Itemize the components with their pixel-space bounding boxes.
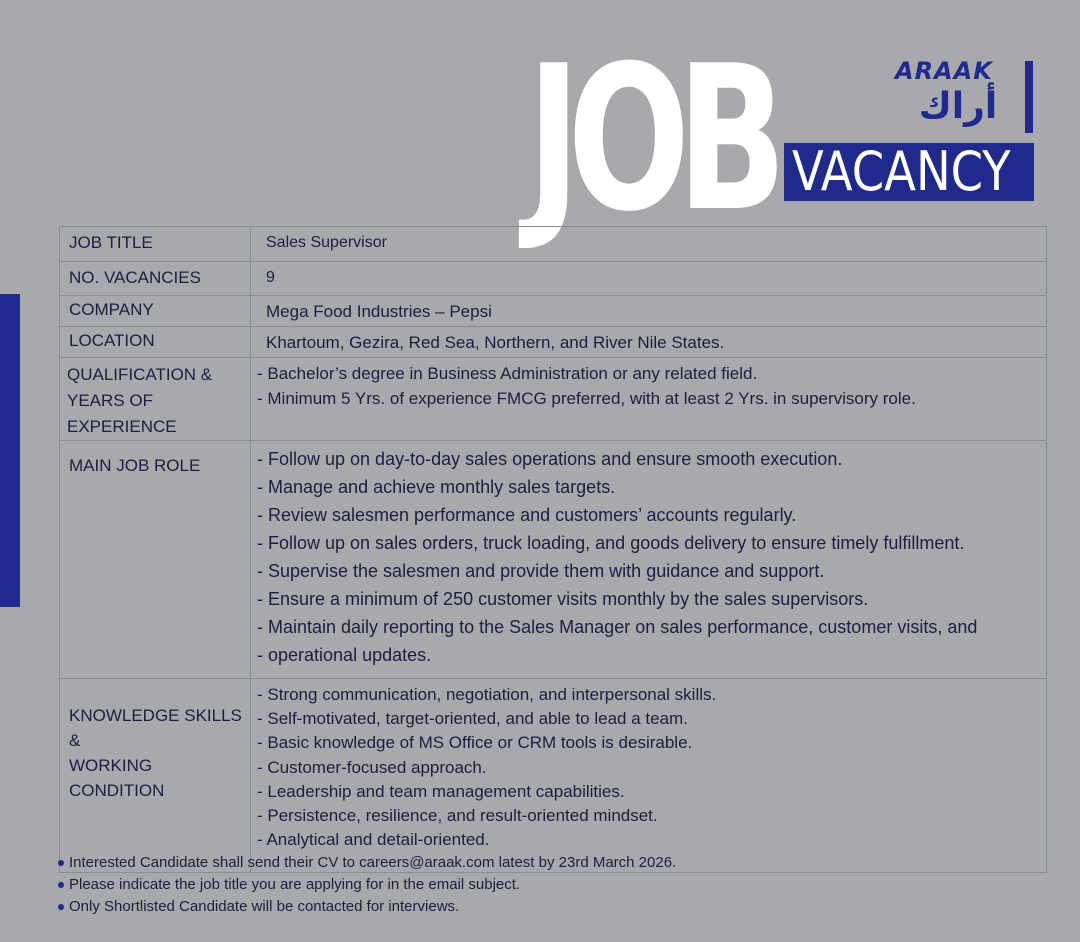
logo-bar: [1025, 61, 1033, 133]
list-item: - Minimum 5 Yrs. of experience FMCG preferred, with at least 2 Yrs. in supervisory role.: [257, 389, 916, 408]
araak-logo: [893, 57, 1035, 135]
list-item: - Analytical and detail-oriented.: [257, 830, 490, 850]
label-qualification: [60, 358, 251, 441]
bullet-dot-icon: [58, 882, 64, 888]
headline-job: JOB: [527, 23, 774, 256]
value-qualification: [251, 358, 1047, 441]
bullet-dot-icon: [58, 904, 64, 910]
label-location: LOCATION: [60, 327, 251, 358]
label-job-title: JOB TITLE: [60, 227, 251, 262]
note-item: [56, 852, 676, 874]
row-company: [60, 296, 1047, 327]
logo-latin-text: ARAAK: [895, 57, 993, 85]
list-item: - Supervise the salesmen and provide them with guidance and support.: [257, 561, 825, 581]
label-qualification-line1: QUALIFICATION &: [67, 365, 213, 384]
vacancy-banner: [784, 140, 1034, 203]
note-text: Interested Candidate shall send their CV to careers@araak.com latest by 23rd March 2026.: [69, 854, 677, 871]
left-accent-bar: [0, 294, 20, 607]
headline-vacancy: VACANCY: [792, 140, 1011, 203]
row-job-title: [60, 227, 1047, 262]
list-item: - Strong communication, negotiation, and interpersonal skills.: [257, 685, 717, 704]
application-notes: [56, 852, 676, 918]
main-role-list: [257, 445, 1046, 669]
list-item: - Follow up on sales orders, truck loading, and goods delivery to ensure timely fulfillment.: [257, 533, 965, 553]
label-main-role: MAIN JOB ROLE: [60, 441, 251, 679]
value-company: Mega Food Industries – Pepsi: [251, 296, 1047, 327]
note-text: Only Shortlisted Candidate will be contacted for interviews.: [69, 898, 460, 915]
value-vacancies: 9: [251, 262, 1047, 296]
bullet-dot-icon: [58, 860, 64, 866]
logo-arabic-text: أراك: [918, 86, 998, 127]
list-item: - Manage and achieve monthly sales targets.: [257, 477, 616, 497]
note-item: [56, 874, 676, 896]
list-item: - Ensure a minimum of 250 customer visits monthly by the sales supervisors.: [257, 589, 869, 609]
note-item: [56, 896, 676, 918]
row-main-role: [60, 441, 1047, 679]
list-item: - Persistence, resilience, and result-oriented mindset.: [257, 806, 658, 826]
value-job-title: Sales Supervisor: [251, 227, 1047, 262]
list-item: - operational updates.: [257, 645, 432, 665]
label-vacancies: NO. VACANCIES: [60, 262, 251, 296]
list-item: - Review salesmen performance and customers’ accounts regularly.: [257, 505, 797, 525]
row-skills: [60, 679, 1047, 873]
label-qualification-line2: YEARS OF EXPERIENCE: [67, 391, 177, 436]
note-text: Please indicate the job title you are applying for in the email subject.: [69, 876, 521, 893]
label-company: COMPANY: [60, 296, 251, 327]
label-skills-line2: WORKING CONDITION: [69, 756, 165, 800]
row-vacancies: [60, 262, 1047, 296]
job-details-table: [59, 226, 1047, 873]
list-item: - Bachelor’s degree in Business Administration or any related field.: [257, 364, 758, 383]
list-item: - Customer-focused approach.: [257, 757, 487, 777]
label-skills: [60, 679, 251, 873]
list-item: - Leadership and team management capabilities.: [257, 781, 625, 801]
list-item: - Self-motivated, target-oriented, and able to lead a team.: [257, 709, 688, 729]
list-item: - Maintain daily reporting to the Sales Manager on sales performance, customer visits, and: [257, 617, 978, 637]
value-skills: [251, 679, 1047, 873]
value-location: Khartoum, Gezira, Red Sea, Northern, and River Nile States.: [251, 327, 1047, 358]
value-main-role: [251, 441, 1047, 679]
list-item: - Basic knowledge of MS Office or CRM tools is desirable.: [257, 733, 693, 753]
list-item: - Follow up on day-to-day sales operations and ensure smooth execution.: [257, 449, 843, 469]
row-qualification: [60, 358, 1047, 441]
skills-list: [257, 683, 1046, 852]
label-skills-line1: KNOWLEDGE SKILLS &: [69, 706, 242, 750]
qualification-list: [257, 361, 1046, 411]
row-location: [60, 327, 1047, 358]
